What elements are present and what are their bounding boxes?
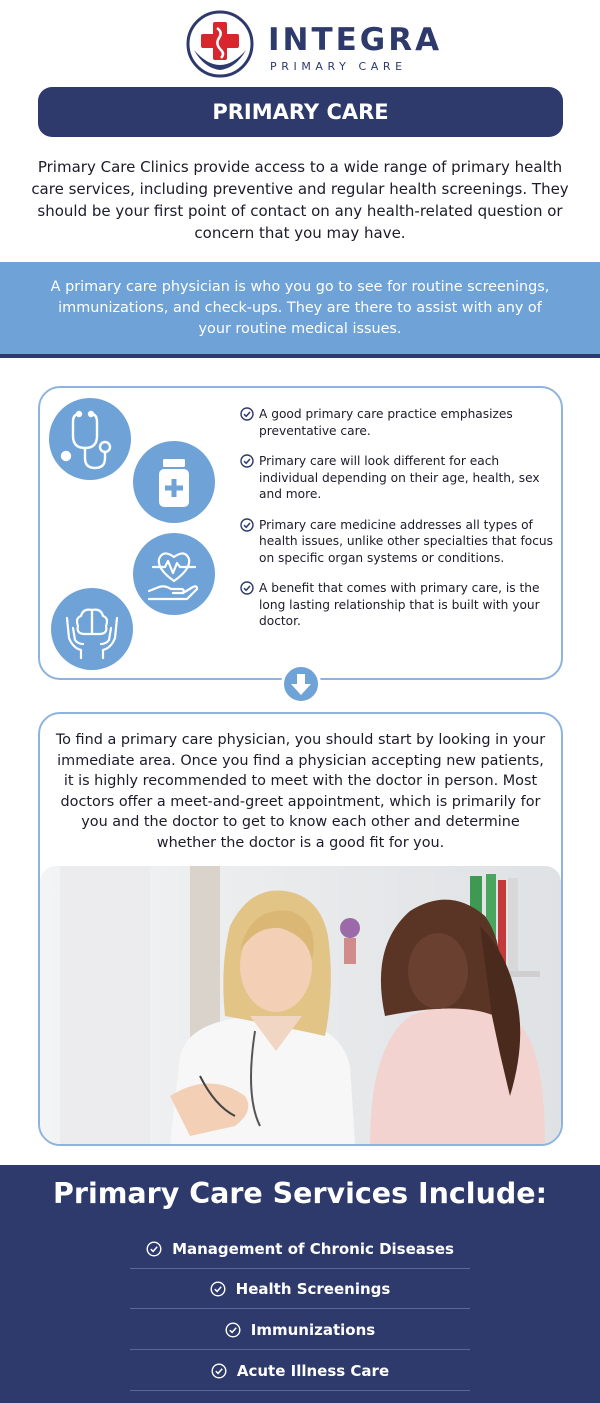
brand-name: INTEGRA (268, 22, 443, 58)
integra-cross-logo-icon (186, 10, 254, 78)
service-item-label: Health Screenings (235, 1280, 391, 1298)
feature-point-text: Primary care will look different for each individual depending on their age, health, sex and more. (259, 454, 540, 501)
check-circle-icon (240, 407, 254, 421)
info-band-text: A primary care physician is who you go to see for routine screenings, immunizations, and check-ups. They are there to assist with any of your routine medical issues. (50, 279, 550, 337)
feature-point (240, 453, 558, 503)
doctor-patient-photo (40, 866, 561, 1144)
services-section (0, 1165, 600, 1403)
check-circle-icon (240, 518, 254, 532)
info-band (0, 262, 600, 358)
service-item-label: Acute Illness Care (236, 1362, 390, 1380)
services-title: Primary Care Services Include: (53, 1177, 547, 1210)
page-title: PRIMARY CARE (38, 87, 563, 137)
stethoscope-icon (49, 398, 131, 480)
feature-point-text: A benefit that comes with primary care, is the long lasting relationship that is built with your doctor. (259, 581, 540, 628)
check-circle-icon (146, 1241, 162, 1257)
find-physician-text: To find a primary care physician, you should start by looking in your immediate area. Once you find a physician accepting new patients, it is highly recommended to meet with the doctor in person. Most doctors offer a meet-and-greet appointment, which is primarily for you and the doctor to get to know each other and determine whether the doctor is a good fit for you. (55, 732, 546, 851)
service-item (130, 1229, 470, 1269)
feature-point (240, 517, 558, 567)
feature-points-list (240, 406, 558, 630)
service-item (130, 1269, 470, 1309)
check-circle-icon (211, 1363, 227, 1379)
check-circle-icon (210, 1281, 226, 1297)
find-physician-card (38, 712, 563, 1146)
brand-subtitle: PRIMARY CARE (270, 60, 407, 73)
service-item (130, 1310, 470, 1350)
check-circle-icon (240, 581, 254, 595)
check-circle-icon (225, 1322, 241, 1338)
medicine-bottle-icon (133, 441, 215, 523)
brain-in-hands-icon (51, 588, 133, 670)
down-arrow-icon (281, 664, 321, 704)
feature-point (240, 580, 558, 630)
feature-point-text: A good primary care practice emphasizes preventative care. (259, 407, 513, 438)
intro-paragraph: Primary Care Clinics provide access to a wide range of primary health care services, including preventive and regular health screenings. They should be your first point of contact on any health-related question or concern that you may have. (31, 158, 569, 242)
brand-logo (0, 8, 600, 80)
feature-point-text: Primary care medicine addresses all types of health issues, unlike other specialties that focus on specific organ systems or conditions. (259, 517, 553, 565)
service-item (130, 1351, 470, 1391)
feature-point (240, 406, 558, 439)
service-item-label: Management of Chronic Diseases (172, 1240, 454, 1258)
heart-in-hand-icon (133, 533, 215, 615)
check-circle-icon (240, 454, 254, 468)
service-item-label: Immunizations (250, 1321, 376, 1339)
